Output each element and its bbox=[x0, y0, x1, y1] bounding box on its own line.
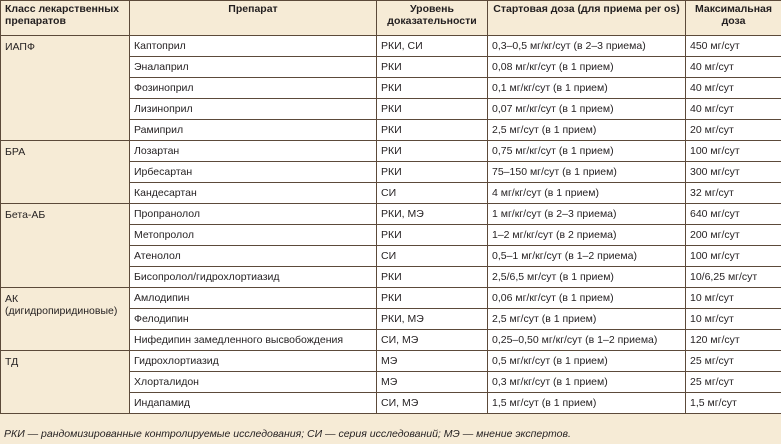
cell-evidence: РКИ bbox=[377, 99, 488, 120]
cell-drug: Атенолол bbox=[130, 246, 377, 267]
cell-evidence: РКИ bbox=[377, 225, 488, 246]
cell-drug: Индапамид bbox=[130, 393, 377, 414]
cell-max-dose: 10/6,25 мг/сут bbox=[686, 267, 781, 288]
cell-drug: Ирбесартан bbox=[130, 162, 377, 183]
cell-drug: Гидрохлортиазид bbox=[130, 351, 377, 372]
cell-start-dose: 0,1 мг/кг/сут (в 1 прием) bbox=[488, 78, 686, 99]
cell-start-dose: 0,25–0,50 мг/кг/сут (в 1–2 приема) bbox=[488, 330, 686, 351]
cell-drug: Бисопролол/гидрохлортиазид bbox=[130, 267, 377, 288]
cell-start-dose: 0,08 мг/кг/сут (в 1 прием) bbox=[488, 57, 686, 78]
cell-evidence: РКИ bbox=[377, 141, 488, 162]
cell-drug-class: ТД bbox=[1, 351, 130, 414]
cell-max-dose: 10 мг/сут bbox=[686, 309, 781, 330]
cell-start-dose: 1 мг/кг/сут (в 2–3 приема) bbox=[488, 204, 686, 225]
cell-drug-class: АК (дигидропиридиновые) bbox=[1, 288, 130, 351]
cell-max-dose: 25 мг/сут bbox=[686, 351, 781, 372]
cell-evidence: РКИ bbox=[377, 78, 488, 99]
cell-max-dose: 200 мг/сут bbox=[686, 225, 781, 246]
cell-max-dose: 40 мг/сут bbox=[686, 78, 781, 99]
cell-start-dose: 0,75 мг/кг/сут (в 1 прием) bbox=[488, 141, 686, 162]
cell-drug: Пропранолол bbox=[130, 204, 377, 225]
table-row bbox=[1, 288, 781, 309]
cell-drug-class: БРА bbox=[1, 141, 130, 204]
cell-evidence: РКИ bbox=[377, 57, 488, 78]
header-max-dose: Максимальная доза bbox=[686, 1, 781, 36]
table-header-row bbox=[1, 1, 781, 36]
cell-start-dose: 1,5 мг/сут (в 1 прием) bbox=[488, 393, 686, 414]
cell-drug: Нифедипин замедленного высвобождения bbox=[130, 330, 377, 351]
cell-start-dose: 1–2 мг/кг/сут (в 2 приема) bbox=[488, 225, 686, 246]
cell-evidence: СИ bbox=[377, 183, 488, 204]
cell-evidence: РКИ, СИ bbox=[377, 36, 488, 57]
header-start-dose: Стартовая доза (для приема per os) bbox=[488, 1, 686, 36]
cell-drug: Кандесартан bbox=[130, 183, 377, 204]
cell-start-dose: 4 мг/кг/сут (в 1 прием) bbox=[488, 183, 686, 204]
table-body bbox=[1, 36, 781, 414]
cell-max-dose: 120 мг/сут bbox=[686, 330, 781, 351]
cell-drug: Метопролол bbox=[130, 225, 377, 246]
cell-evidence: СИ, МЭ bbox=[377, 393, 488, 414]
cell-max-dose: 640 мг/сут bbox=[686, 204, 781, 225]
cell-max-dose: 450 мг/сут bbox=[686, 36, 781, 57]
cell-evidence: РКИ bbox=[377, 288, 488, 309]
cell-start-dose: 0,3 мг/кг/сут (в 1 прием) bbox=[488, 372, 686, 393]
cell-evidence: РКИ bbox=[377, 120, 488, 141]
table-row bbox=[1, 351, 781, 372]
cell-start-dose: 0,5 мг/кг/сут (в 1 прием) bbox=[488, 351, 686, 372]
cell-drug: Хлорталидон bbox=[130, 372, 377, 393]
cell-evidence: СИ, МЭ bbox=[377, 330, 488, 351]
cell-drug: Рамиприл bbox=[130, 120, 377, 141]
cell-max-dose: 10 мг/сут bbox=[686, 288, 781, 309]
cell-evidence: МЭ bbox=[377, 372, 488, 393]
cell-evidence: РКИ bbox=[377, 267, 488, 288]
table-row bbox=[1, 141, 781, 162]
cell-start-dose: 0,5–1 мг/кг/сут (в 1–2 приема) bbox=[488, 246, 686, 267]
cell-drug-class: ИАПФ bbox=[1, 36, 130, 141]
cell-start-dose: 75–150 мг/сут (в 1 прием) bbox=[488, 162, 686, 183]
cell-start-dose: 0,3–0,5 мг/кг/сут (в 2–3 приема) bbox=[488, 36, 686, 57]
cell-drug: Фелодипин bbox=[130, 309, 377, 330]
table-row bbox=[1, 204, 781, 225]
cell-evidence: МЭ bbox=[377, 351, 488, 372]
cell-max-dose: 25 мг/сут bbox=[686, 372, 781, 393]
cell-max-dose: 300 мг/сут bbox=[686, 162, 781, 183]
cell-max-dose: 1,5 мг/сут bbox=[686, 393, 781, 414]
cell-start-dose: 2,5 мг/сут (в 1 прием) bbox=[488, 309, 686, 330]
cell-max-dose: 32 мг/сут bbox=[686, 183, 781, 204]
cell-evidence: РКИ bbox=[377, 162, 488, 183]
footnote: РКИ — рандомизированные контролируемые исследования; СИ — серия исследований; МЭ — мнение экспертов. bbox=[4, 428, 571, 440]
cell-drug: Амлодипин bbox=[130, 288, 377, 309]
cell-max-dose: 40 мг/сут bbox=[686, 99, 781, 120]
cell-start-dose: 2,5 мг/сут (в 1 прием) bbox=[488, 120, 686, 141]
cell-drug: Эналаприл bbox=[130, 57, 377, 78]
header-evidence-level: Уровень доказательности bbox=[377, 1, 488, 36]
cell-start-dose: 0,07 мг/кг/сут (в 1 прием) bbox=[488, 99, 686, 120]
cell-max-dose: 100 мг/сут bbox=[686, 141, 781, 162]
cell-max-dose: 100 мг/сут bbox=[686, 246, 781, 267]
cell-start-dose: 2,5/6,5 мг/сут (в 1 прием) bbox=[488, 267, 686, 288]
cell-start-dose: 0,06 мг/кг/сут (в 1 прием) bbox=[488, 288, 686, 309]
cell-drug: Лозартан bbox=[130, 141, 377, 162]
cell-drug: Лизиноприл bbox=[130, 99, 377, 120]
header-drug-class: Класс лекарственных препаратов bbox=[1, 1, 130, 36]
header-drug: Препарат bbox=[130, 1, 377, 36]
cell-evidence: СИ bbox=[377, 246, 488, 267]
cell-max-dose: 40 мг/сут bbox=[686, 57, 781, 78]
cell-drug-class: Бета-АБ bbox=[1, 204, 130, 288]
cell-max-dose: 20 мг/сут bbox=[686, 120, 781, 141]
table-row bbox=[1, 36, 781, 57]
cell-evidence: РКИ, МЭ bbox=[377, 309, 488, 330]
cell-drug: Каптоприл bbox=[130, 36, 377, 57]
cell-evidence: РКИ, МЭ bbox=[377, 204, 488, 225]
cell-drug: Фозиноприл bbox=[130, 78, 377, 99]
